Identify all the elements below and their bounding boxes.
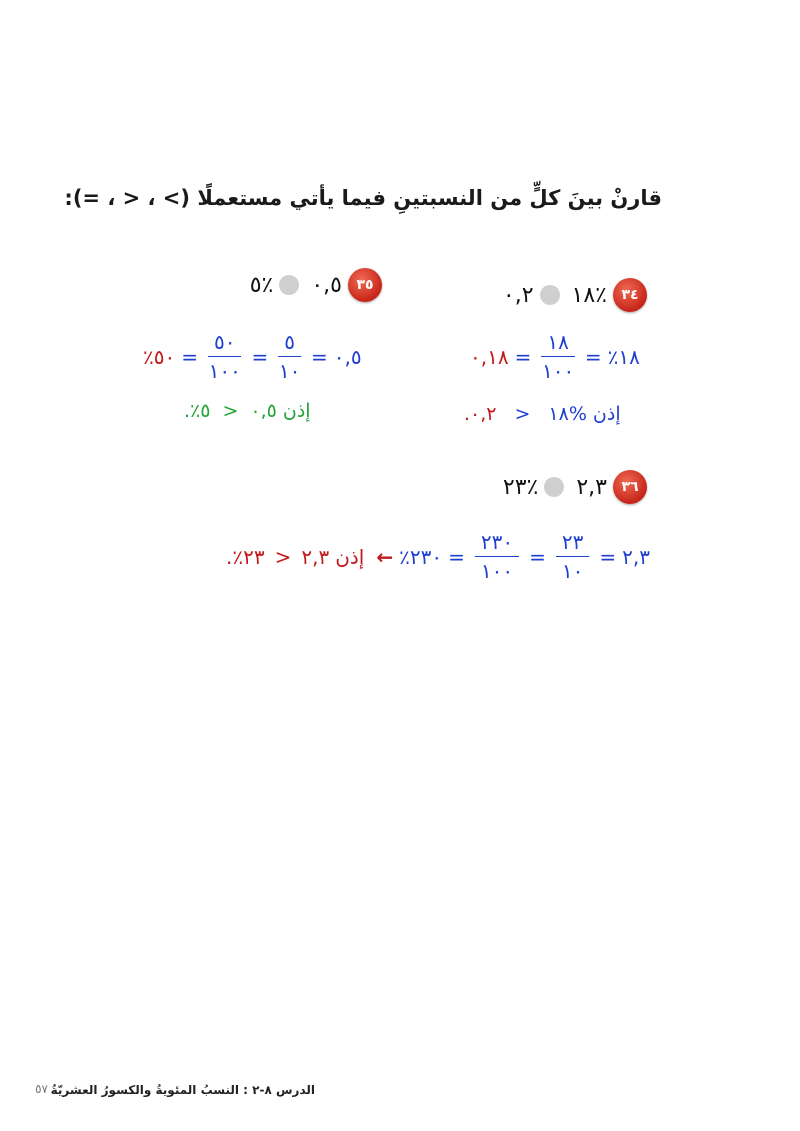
sol36-frac2-num: ٢٣ xyxy=(556,530,589,557)
sol36-rhs: ٢,٣ xyxy=(622,544,650,569)
problem-36 xyxy=(503,470,647,504)
conc34-prefix: إذن xyxy=(592,403,621,425)
problem-badge-36: ٣٦ xyxy=(613,470,647,504)
sol36-op: > xyxy=(274,544,292,569)
conc35-period: . xyxy=(184,400,191,422)
sol36-frac1-den: ١٠٠ xyxy=(480,559,514,583)
conclusion-34 xyxy=(464,403,627,425)
sol36-prefix: إذن xyxy=(335,544,365,569)
conc34-b: ٠,٢ xyxy=(470,403,497,425)
conc34-op: > xyxy=(514,403,531,425)
sol35-frac2-den: ١٠ xyxy=(278,359,301,383)
p36-left: ٪٢٣ xyxy=(502,474,539,500)
conc34-a: ١٨% xyxy=(548,403,587,425)
sol34-fraction xyxy=(541,330,574,383)
solution-36: . ٪٢٣ > ٢,٣ إذن ← ٪٢٣٠ = $\frac{٢٣٠}{١٠٠}$ = $\frac{٢٣}{١٠}$ = ٢,٣ xyxy=(226,530,650,583)
compare-circle-34[interactable] xyxy=(540,285,560,305)
sol36-val: ٪٢٣٠ xyxy=(399,544,443,569)
p34-right: ٪١٨ xyxy=(571,282,607,308)
conc35-op: > xyxy=(222,400,239,422)
sol35-lhs: ٪٥٠ xyxy=(143,344,176,369)
p34-left: ٠,٢ xyxy=(502,282,534,308)
sol35-frac2-num: ٥ xyxy=(278,330,301,357)
sol34-frac-den: ١٠٠ xyxy=(541,359,575,383)
sol34-rhs: ٪١٨ xyxy=(607,344,640,369)
sol36-a: ٢,٣ xyxy=(301,544,330,569)
conc34-period: . xyxy=(464,403,471,425)
sol36-frac2-den: ١٠ xyxy=(561,559,584,583)
p35-left: ٪٥ xyxy=(249,272,274,298)
problem-badge-35: ٣٥ xyxy=(348,268,382,302)
problem-badge-34: ٣٤ xyxy=(613,278,647,312)
sol35-frac1-den: ١٠٠ xyxy=(208,359,241,383)
p36-right: ٢,٣ xyxy=(576,474,607,500)
compare-circle-36[interactable] xyxy=(544,477,564,497)
sol36-b: ٪٢٣ xyxy=(232,544,265,569)
sol35-rhs: ٠,٥ xyxy=(333,344,362,369)
problem-34 xyxy=(503,278,647,312)
compare-circle-35[interactable] xyxy=(279,275,299,295)
sol35-fraction-2 xyxy=(278,330,301,383)
sol36-fraction-1 xyxy=(475,530,519,583)
conc35-b: ٪٥ xyxy=(190,400,211,422)
sol36-fraction-2 xyxy=(556,530,589,583)
p35-right: ٠,٥ xyxy=(311,272,342,298)
conc35-a: ٠,٥ xyxy=(250,400,277,422)
page-number: ٥٧ xyxy=(35,1082,48,1096)
solution-35: ٪٥٠ = $\frac{٥٠}{١٠٠}$ = $\frac{٥}{١٠}$ = ٠,٥ xyxy=(143,330,362,383)
problem-35 xyxy=(250,268,382,302)
conclusion-35 xyxy=(184,400,317,422)
sol34-frac-num: ١٨ xyxy=(541,330,574,357)
page-footer-lesson: الدرس ٨-٢ : النسبُ المئويةُ والكسورُ العشريّةُ xyxy=(50,1083,315,1097)
implies-arrow-icon: ← xyxy=(376,544,394,569)
sol36-period: . xyxy=(226,544,233,569)
solution-34: ٠,١٨ = $\frac{١٨}{١٠٠}$ = ٪١٨ xyxy=(470,330,640,383)
sol36-frac1-num: ٢٣٠ xyxy=(475,530,519,557)
sol35-frac1-num: ٥٠ xyxy=(208,330,241,357)
sol35-fraction-1 xyxy=(208,330,241,383)
exercise-title: قارنْ بينَ كلٍّ من النسبتينِ فيما يأتي مستعملًا (> ، < ، =): xyxy=(64,186,662,210)
conc35-prefix: إذن xyxy=(282,400,311,422)
sol34-lhs: ٠,١٨ xyxy=(470,344,509,369)
